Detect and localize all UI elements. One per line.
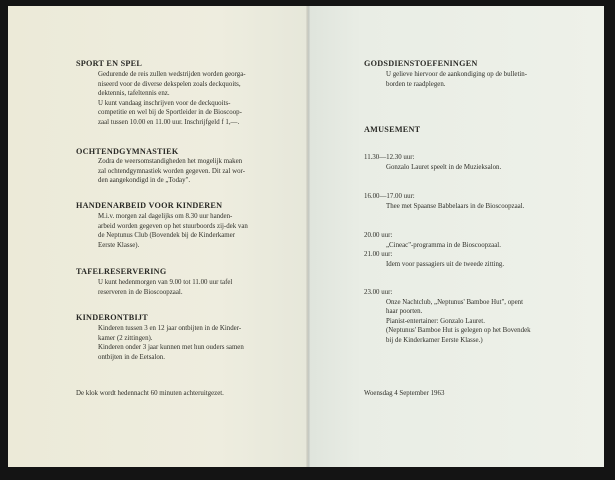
text-line: arbeid worden gegeven op het stuurboords zij-dek van [98,222,248,230]
schedule-item [364,231,501,250]
schedule-text: „Cineac"-programma in de Bioscoopzaal. [386,241,501,249]
schedule-item [364,288,531,346]
text-line: M.i.v. morgen zal dagelijks om 8.30 uur handen- [98,213,233,220]
center-fold [306,6,310,467]
text-line: de Neptunus Club (Bovendek bij de Kinderkamer [98,232,236,240]
schedule-text: Gonzalo Lauret speelt in de Muzieksalon. [386,163,502,171]
text-line: Eerste Klasse). [98,241,140,249]
text-line: zal ochtendgymnastiek worden gegeven. Dit zal wor- [98,167,246,175]
text-line: kamer (2 zittingen). [98,334,153,342]
schedule-text: haar poorten. [386,308,423,316]
text-line: zaal tussen 10.00 en 11.00 uur. Inschrijfgeld f 1,—. [98,118,240,126]
section-title-sport: SPORT EN SPEL [76,59,143,68]
text-line: U kunt vandaag inschrijven voor de deckquoits- [98,99,231,107]
schedule-item [364,192,524,211]
section-body-godsdienstoefeningen [386,70,527,89]
schedule-time: 11.30—12.30 uur: [364,154,415,161]
section-title-tafelreservering: TAFELRESERVERING [76,267,167,276]
clock-notice: De klok wordt hedennacht 60 minuten achteruitgezet. [76,390,224,397]
schedule-text: Pianist-entertainer: Gonzalo Lauret. [386,317,485,325]
schedule-text: Thee met Spaanse Babbelaars in de Bioscoopzaal. [386,202,525,210]
text-line: borden te raadplegen. [386,80,446,88]
text-line: Kinderen onder 3 jaar kunnen met hun ouders samen [98,344,244,352]
text-line: niseerd voor de diverse dekspelen zoals deckquoits, [98,80,241,88]
section-title-handenarbeid: HANDENARBEID VOOR KINDEREN [76,201,223,210]
text-line: U kunt hedenmorgen van 9.00 tot 11.00 uur tafel [98,279,233,286]
section-title-ochtendgymnastiek: OCHTENDGYMNASTIEK [76,147,179,156]
section-body-ochtendgymnastiek [98,157,245,186]
schedule-time: 16.00—17.00 uur: [364,193,415,200]
schedule-item [364,250,504,269]
schedule-text: Idem voor passagiers uit de tweede zitting. [386,260,505,268]
schedule-item [364,153,501,172]
section-body-kinderontbijt [98,324,244,362]
text-line: competitie en wel bij de Sportleider in de Bioscoop- [98,109,242,117]
schedule-text: bij de Kinderkamer Eerste Klasse.) [386,336,483,344]
text-line: Kinderen tussen 3 en 12 jaar ontbijten in de Kinder- [98,325,242,332]
text-line: Gedurende de reis zullen wedstrijden worden georga- [98,71,246,78]
text-line: dektennis, tafeltennis enz. [98,90,170,98]
schedule-time: 23.00 uur: [364,289,393,296]
schedule-time: 20.00 uur: [364,232,393,239]
text-line: reserveren in de Bioscoopzaal. [98,288,183,296]
schedule-text: (Neptunus' Bamboe Hut is gelegen op het Bovendek [386,327,531,335]
section-title-amusement: AMUSEMENT [364,125,421,134]
section-body-tafelreservering [98,278,232,297]
text-line: Zodra de weersomstandigheden het mogelijk maken [98,158,243,165]
text-line: U gelieve hiervoor de aankondiging op de bulletin- [386,71,528,78]
schedule-time: 21.00 uur: [364,251,393,258]
text-line: ontbijten in de Eetsalon. [98,353,165,361]
date-footer: Woensdag 4 September 1963 [364,390,445,397]
section-title-kinderontbijt: KINDERONTBIJT [76,313,148,322]
section-title-godsdienstoefeningen: GODSDIENSTOEFENINGEN [364,59,478,68]
text-line: den aangekondigd in de „Today". [98,177,191,185]
section-body-handenarbeid [98,212,248,250]
section-body-sport [98,70,246,128]
schedule-text: Onze Nachtclub, „Neptunus' Bamboe Hut", opent [386,298,524,306]
